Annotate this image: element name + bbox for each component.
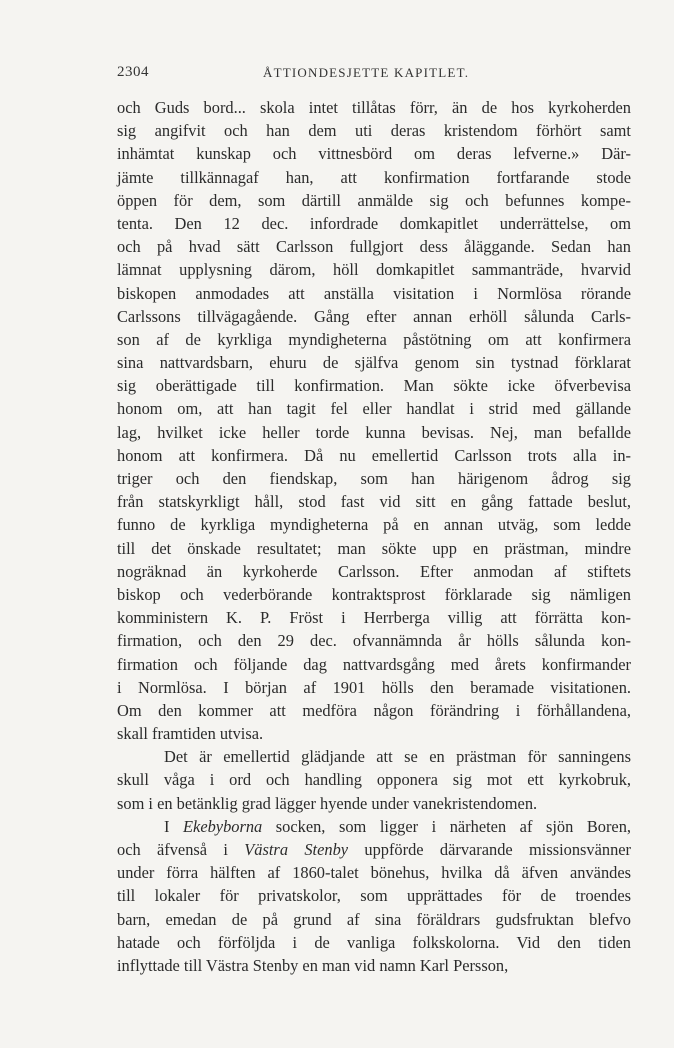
text-line: firmation, och den 29 dec. ofvannämnda år hölls sålunda kon- [117, 631, 631, 651]
text-line: jämte tillkännagaf han, att konfirmation fortfarande stode [117, 167, 631, 187]
text-line: triger och den fiendskap, som han härigenom ådrog sig [117, 469, 631, 488]
text-line: i Normlösa. I början af 1901 hölls den beramade visitationen. [117, 677, 631, 697]
text-line: komministern K. P. Fröst i Herrberga villig att förrätta kon- [117, 608, 631, 628]
page-number: 2304 [117, 64, 149, 80]
text-line: sina nattvardsbarn, ehuru de själfva genom sin tystnad förklarat [117, 353, 631, 373]
text-line: son af de kyrkliga myndigheterna påstötning om att konfirmera [117, 329, 631, 349]
text-line: Carlssons tillvägagående. Gång efter annan erhöll sålunda Carls- [117, 306, 631, 326]
text-fragment: och äfvenså i [117, 840, 228, 859]
text-line: och på hvad sätt Carlsson fullgjort dess åläggande. Sedan han [117, 237, 631, 257]
text-line: inhämtat kunskap och vittnesbörd om deras lefverne.» Där- [117, 144, 631, 164]
text-line: som i en betänklig grad lägger hyende under vanekristendomen. [117, 793, 538, 813]
text-line: till det önskade resultatet; man sökte upp en prästman, mindre [117, 538, 631, 558]
text-line: lämnat upplysning därom, höll domkapitlet sammanträde, hvarvid [117, 260, 631, 280]
text-line: öppen för dem, som därtill anmälde sig och befunnes kompe- [117, 190, 631, 210]
text-line: under förra hälften af 1860-talet bönehus, hvilka då äfven användes [117, 863, 631, 883]
text-line: firmation och följande dag nattvardsgång med årets konfirmander [117, 654, 631, 674]
text-line: och Guds bord... skola intet tillåtas förr, än de hos kyrkoherden [117, 98, 631, 117]
place-name-vastra-stenby: Västra Stenby [244, 840, 349, 859]
page-header [117, 64, 631, 88]
text-line: skull våga i ord och handling opponera sig mot ett kyrkobruk, [117, 770, 631, 790]
place-name-ekebyborna: Ekebyborna [183, 816, 263, 836]
text-line: nogräknad än kyrkoherde Carlsson. Efter anmodan af stiftets [117, 561, 631, 581]
text-line: Om den kommer att medföra någon förändring i förhållandena, [117, 700, 631, 720]
text-line: från statskyrkligt håll, stod fast vid sitt en gång fattade beslut, [117, 492, 631, 512]
text-line: sig angifvit och han dem uti deras kristendom förhört samt [117, 121, 631, 141]
text-line: hatade och förföljda i de vanliga folkskolorna. Vid den tiden [117, 932, 631, 952]
text-line: funno de kyrkliga myndigheterna på en annan utväg, som ledde [117, 515, 631, 535]
text-line: honom om, att han tagit fel eller handlat i strid med gällande [117, 399, 631, 419]
text-line: biskop och vederbörande kontraktsprost förklarade sig nämligen [117, 584, 631, 604]
text-line [117, 815, 631, 838]
text-line: lag, hvilket icke heller torde kunna bevisas. Nej, man befallde [117, 422, 631, 442]
text-line: skall framtiden utvisa. [117, 724, 264, 744]
text-line: tenta. Den 12 dec. infordrade domkapitlet underrättelse, om [117, 213, 631, 233]
text-line: Det är emellertid glädjande att se en prästman för sanningens [164, 747, 631, 767]
text-line: honom att konfirmera. Då nu emellertid Carlsson trots alla in- [117, 445, 631, 465]
text-line: sig oberättigade till konfirmation. Man sökte icke öfverbevisa [117, 376, 631, 396]
body-text [117, 96, 631, 977]
text-fragment: socken, som ligger i närheten af sjön Boren, [275, 816, 631, 836]
text-fragment: I [164, 816, 170, 836]
text-line: barn, emedan de på grund af sina föräldrars gudsfruktan blefvo [117, 909, 631, 929]
text-line: biskopen anmodades att anställa visitation i Normlösa rörande [117, 283, 631, 303]
text-line [117, 838, 631, 861]
text-line: till lokaler för privatskolor, som upprättades för de troendes [117, 886, 631, 906]
text-fragment: uppförde därvarande missionsvänner [364, 840, 632, 859]
running-title: ÅTTIONDESJETTE KAPITLET. [263, 65, 470, 80]
text-line: inflyttade till Västra Stenby en man vid namn Karl Persson, [117, 955, 509, 975]
